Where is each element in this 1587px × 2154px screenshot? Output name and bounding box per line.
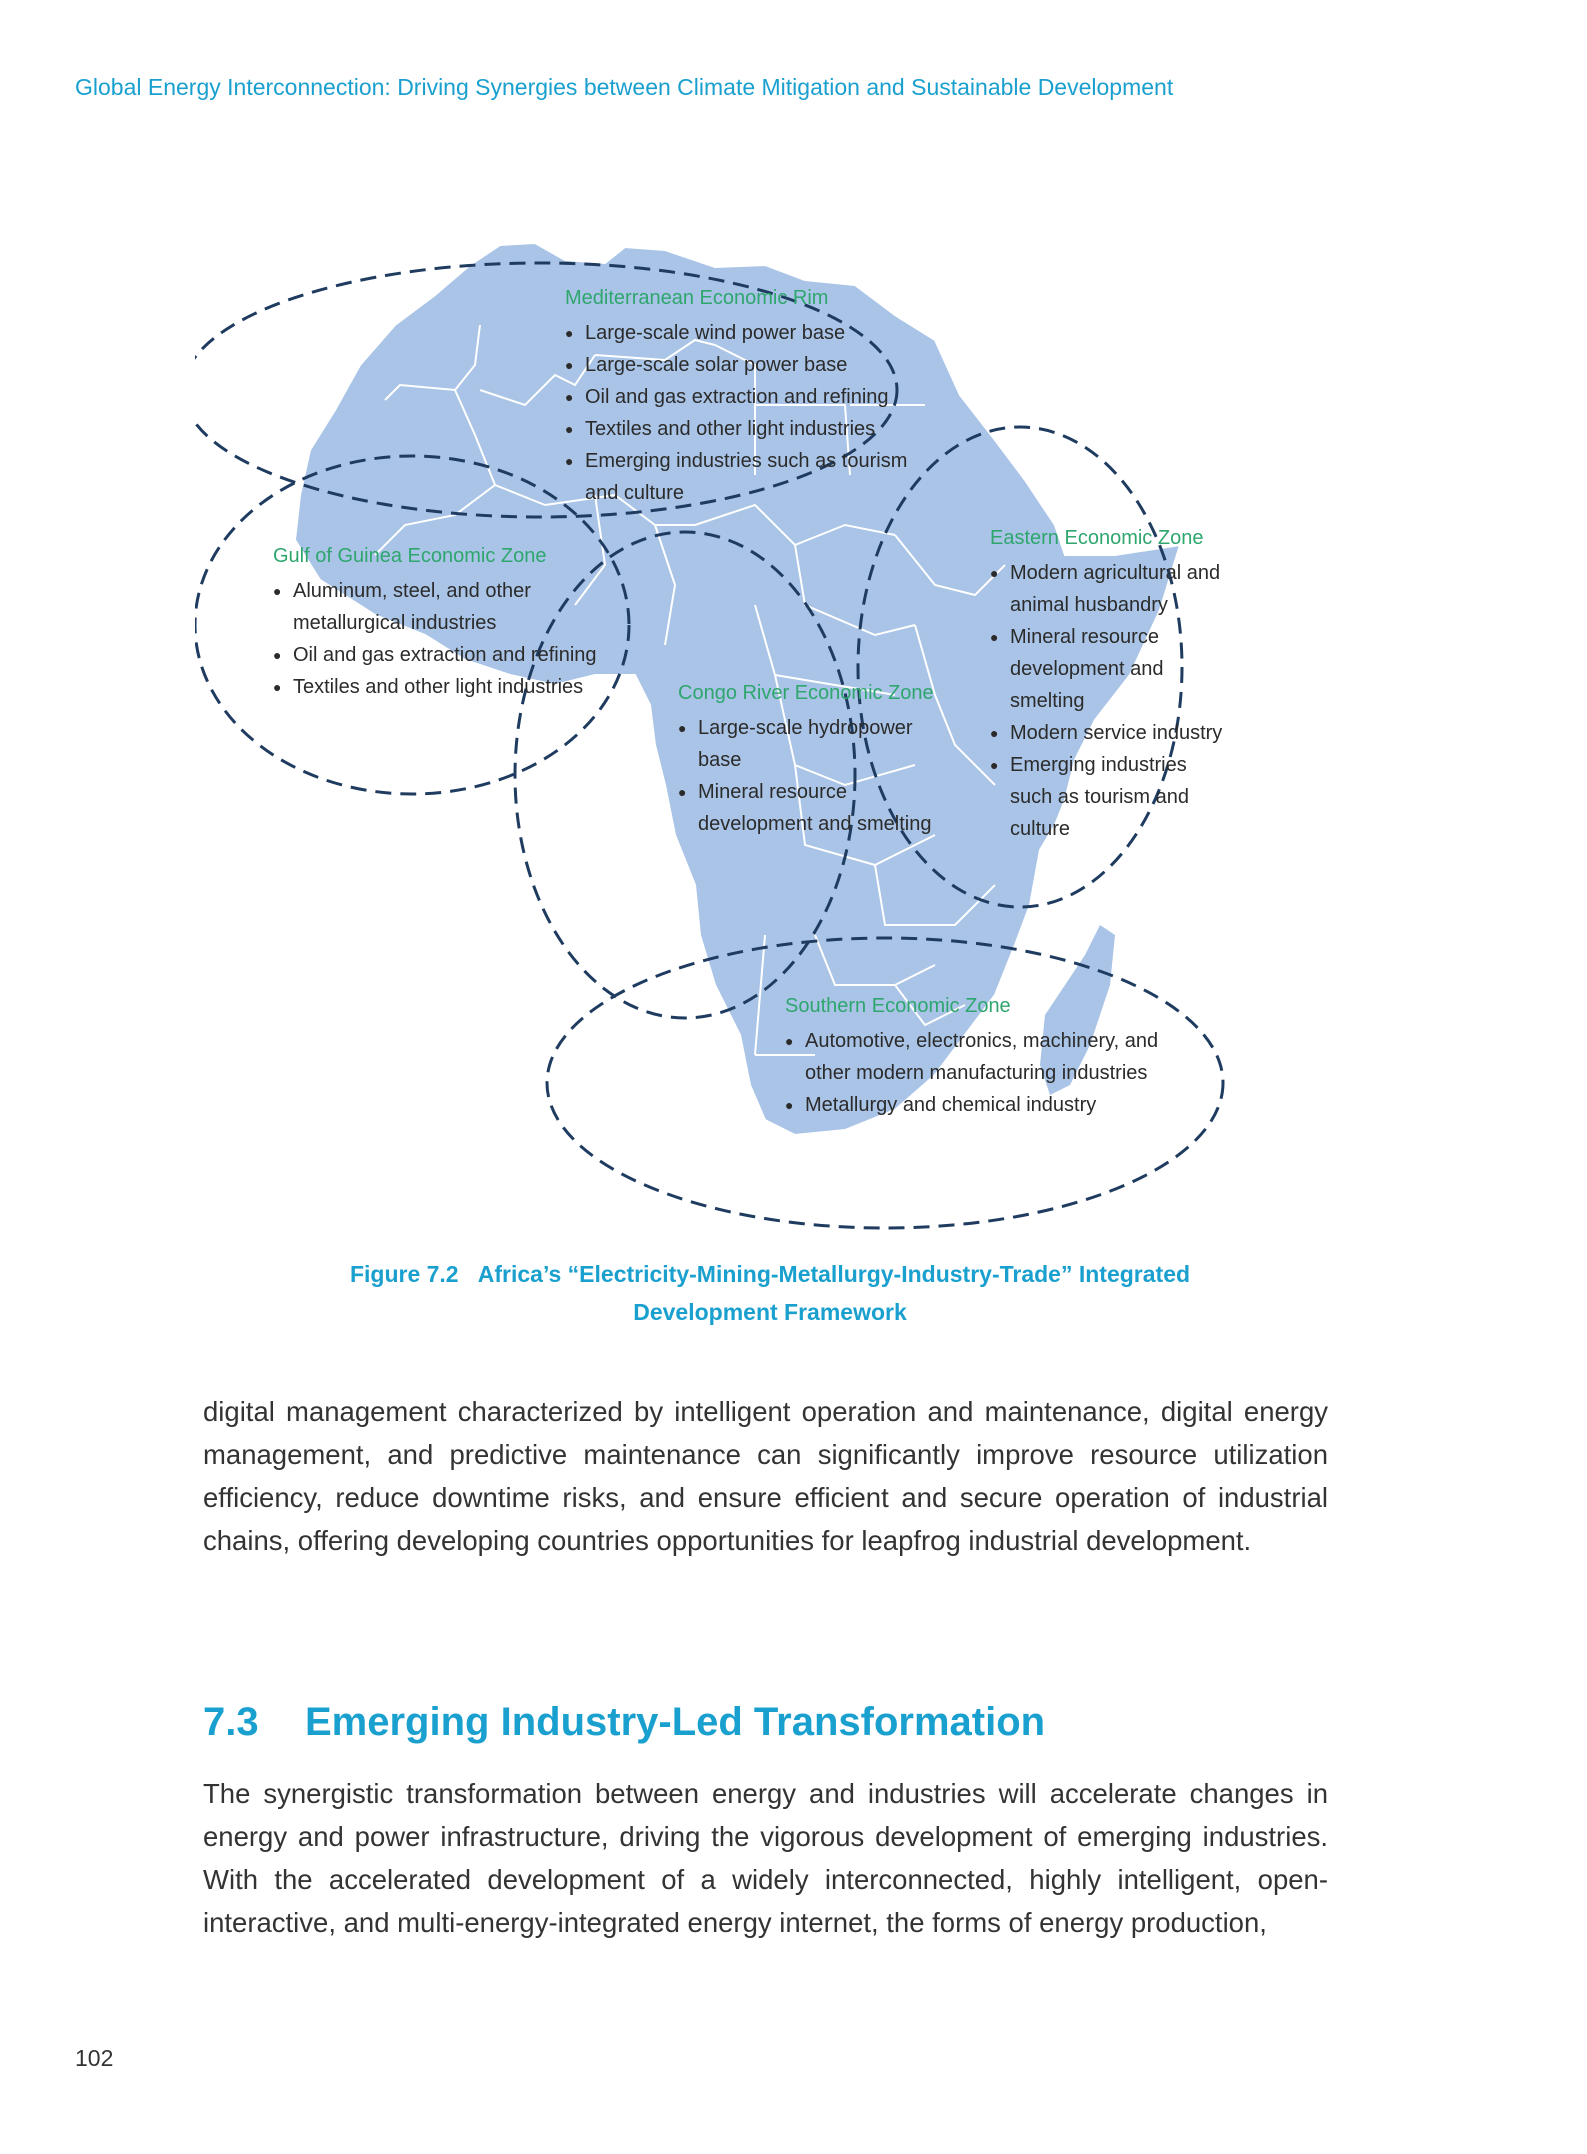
zone-list-congo-river [678, 712, 943, 840]
zone-title-congo-river: Congo River Economic Zone [678, 682, 934, 704]
list-item: ● Large-scale hydropower base [678, 712, 938, 776]
africa-economic-zones-figure [195, 225, 1355, 1235]
body-paragraph: The synergistic transformation between energy and industries will accelerate changes in energy and power infrastructure, driving the vigorous development of emerging industries. With the accelerated development of a widely interconnected, highly intelligent, open-interactive, and multi-energy-integrated energy internet, the forms of energy production, [203, 1778, 1328, 1938]
zone-title-mediterranean: Mediterranean Economic Rim [565, 287, 829, 309]
page-number: 102 [75, 2045, 114, 2071]
list-item: ● Mineral resource development and smelting [678, 776, 943, 840]
list-item: ● Oil and gas extraction and refining [565, 381, 945, 413]
zone-title-southern: Southern Economic Zone [785, 995, 1011, 1017]
zone-list-southern [785, 1025, 1195, 1121]
section-heading [203, 1700, 1045, 1745]
list-item: ● Emerging industries such as tourism and culture [565, 445, 945, 509]
running-header-title: Global Energy Interconnection: Driving Synergies between Climate Mitigation and Sustainable Development [75, 74, 1174, 100]
list-item: ● Large-scale solar power base [565, 349, 945, 381]
list-item: ● Automotive, electronics, machinery, and other modern manufacturing industries [785, 1025, 1205, 1089]
list-item: ● Modern service industry [990, 717, 1240, 749]
section-number: 7.3 [203, 1700, 259, 1744]
list-item: ● Large-scale wind power base [565, 317, 945, 349]
list-item: ● Textiles and other light industries [565, 413, 945, 445]
zone-title-gulf-of-guinea: Gulf of Guinea Economic Zone [273, 545, 547, 567]
section-title: Emerging Industry-Led Transformation [305, 1700, 1046, 1744]
body-paragraph: digital management characterized by intelligent operation and maintenance, digital energy management, and predictive maintenance can significantly improve resource utilization efficiency, reduce downtime risks, and ensure efficient and secure operation of industrial chains, offering developing countries opportunities for leapfrog industrial development. [203, 1396, 1328, 1556]
list-item: ● Emerging industries such as tourism and culture [990, 749, 1210, 845]
list-item: ● Textiles and other light industries [273, 671, 633, 703]
list-item: ● Modern agricultural and animal husbandry [990, 557, 1240, 621]
zone-list-mediterranean [565, 317, 945, 509]
list-item: ● Mineral resource development and smelting [990, 621, 1195, 717]
zone-list-gulf-of-guinea [273, 575, 633, 703]
list-item: ● Oil and gas extraction and refining [273, 639, 633, 671]
figure-caption [290, 1255, 1250, 1331]
zone-list-eastern [990, 557, 1240, 845]
figure-caption-line1: Figure 7.2 Africa’s “Electricity-Mining-Metallurgy-Industry-Trade” Integrated [349, 1261, 1191, 1287]
list-item: ● Aluminum, steel, and other metallurgical industries [273, 575, 583, 639]
list-item: ● Metallurgy and chemical industry [785, 1089, 1195, 1121]
zone-title-eastern: Eastern Economic Zone [990, 527, 1204, 549]
figure-caption-line2: Development Framework [633, 1299, 907, 1325]
